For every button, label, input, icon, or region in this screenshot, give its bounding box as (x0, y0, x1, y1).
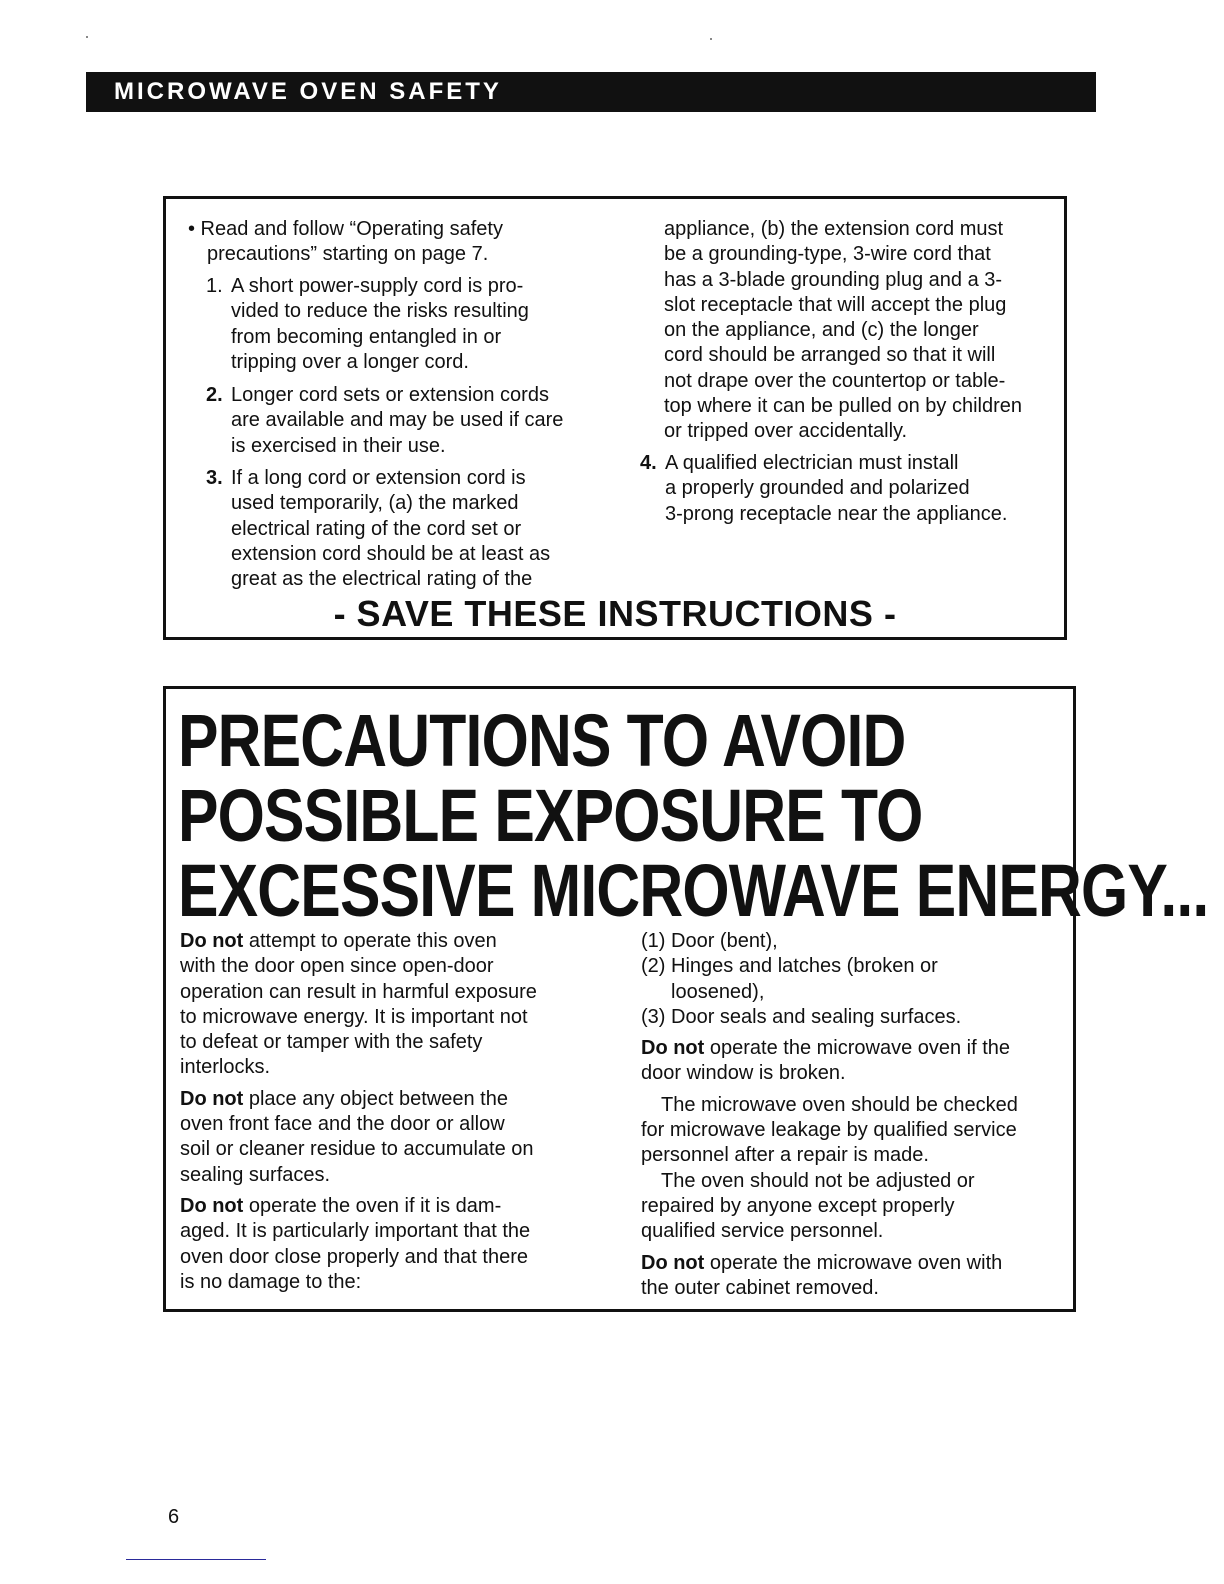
damage-list-item: (2) Hinges and latches (broken or (641, 955, 938, 978)
paragraph-line: soil or cleaner residue to accumulate on (180, 1138, 534, 1161)
scan-speck (710, 38, 712, 40)
item-line: electrical rating of the cord set or (231, 517, 522, 540)
paragraph-line: with the door open since open-door (180, 955, 494, 978)
paragraph-line: for microwave leakage by qualified service (641, 1119, 1017, 1142)
paragraph-line: attempt to operate this oven (243, 930, 497, 952)
item3-continued-line: has a 3-blade grounding plug and a 3- (664, 268, 1003, 291)
do-not-emphasis: Do not (641, 1037, 705, 1060)
item3-continued-line: not drape over the countertop or table- (664, 369, 1006, 392)
do-not-emphasis: Do not (180, 1194, 244, 1217)
precaution-paragraph (180, 1194, 600, 1295)
item-number: 4. (640, 452, 657, 474)
paragraph-line: qualified service personnel. (641, 1220, 884, 1243)
paragraph-line: oven front face and the door or allow (180, 1113, 505, 1136)
damage-list-item: loosened), (671, 980, 765, 1003)
bullet-line: precautions” starting on page 7. (207, 243, 489, 266)
item-line: used temporarily, (a) the marked (231, 492, 519, 515)
item3-continued-line: be a grounding-type, 3-wire cord that (664, 243, 991, 266)
paragraph-line: aged. It is particularly important that the (180, 1220, 531, 1243)
footer-rule (126, 1559, 266, 1560)
do-not-emphasis: Do not (641, 1251, 705, 1274)
section-title: MICROWAVE OVEN SAFETY (114, 78, 502, 105)
paragraph-line: The microwave oven should be checked (661, 1093, 1018, 1116)
heading-line: PRECAUTIONS TO AVOID (178, 699, 906, 782)
item3-continued-line: or tripped over accidentally. (664, 420, 908, 443)
bullet-line: • Read and follow “Operating safety (188, 218, 503, 240)
save-instructions-banner: - SAVE THESE INSTRUCTIONS - (333, 593, 897, 634)
item-line: extension cord should be at least as (231, 542, 551, 565)
item3-continued-line: slot receptacle that will accept the plug (664, 293, 1007, 316)
item-number: 1. (206, 275, 223, 297)
page-number: 6 (168, 1506, 180, 1528)
damage-list (641, 929, 1066, 1030)
item3-continued-line: on the appliance, and (c) the longer (664, 319, 979, 342)
scan-speck (86, 36, 88, 38)
paragraph-line: to microwave energy. It is important not (180, 1005, 528, 1028)
damage-list-item: (3) Door seals and sealing surfaces. (641, 1005, 962, 1028)
heading-line: EXCESSIVE MICROWAVE ENERGY... (178, 849, 1209, 932)
item-line: great as the electrical rating of the (231, 568, 533, 591)
paragraph-line: the outer cabinet removed. (641, 1276, 879, 1299)
precaution-paragraph (641, 1036, 1066, 1087)
item-number: 2. (206, 384, 223, 406)
item-line: a properly grounded and polarized (665, 477, 970, 500)
item-line: is exercised in their use. (231, 434, 446, 457)
item-line: are available and may be used if care (231, 409, 564, 432)
section-header-bar (86, 72, 1096, 112)
paragraph-line: operate the microwave oven with (704, 1251, 1003, 1274)
item-number: 3. (206, 467, 223, 489)
precautions-left-column (180, 929, 600, 1301)
paragraph-line: is no damage to the: (180, 1270, 362, 1293)
paragraph-line: oven door close properly and that there (180, 1245, 528, 1268)
precaution-paragraph (180, 1087, 600, 1188)
instructions-right-column (640, 217, 1060, 525)
paragraph-line: operate the oven if it is dam- (243, 1194, 502, 1217)
paragraph-line: personnel after a repair is made. (641, 1144, 929, 1167)
item-line: A qualified electrician must install (665, 452, 959, 474)
precautions-box (163, 686, 1209, 1312)
do-not-emphasis: Do not (180, 1087, 244, 1110)
item-line: A short power-supply cord is pro- (231, 275, 524, 297)
paragraph-line: operate the microwave oven if the (704, 1037, 1011, 1060)
precaution-paragraph (180, 929, 600, 1081)
item3-continued-line: appliance, (b) the extension cord must (664, 218, 1004, 240)
precaution-paragraph (641, 1169, 1066, 1245)
item3-continued-line: top where it can be pulled on by children (664, 395, 1023, 418)
precautions-right-column (641, 929, 1066, 1307)
paragraph-line: operation can result in harmful exposure (180, 980, 537, 1003)
precaution-paragraph (641, 1251, 1066, 1302)
paragraph-line: door window is broken. (641, 1062, 846, 1085)
heading-line: POSSIBLE EXPOSURE TO (178, 774, 923, 857)
grounding-instructions-box (163, 196, 1067, 640)
paragraph-line: repaired by anyone except properly (641, 1194, 955, 1217)
item-line: 3-prong receptacle near the appliance. (665, 502, 1008, 525)
item-line: tripping over a longer cord. (231, 350, 469, 373)
item-line: from becoming entangled in or (231, 325, 502, 348)
item3-continued-line: cord should be arranged so that it will (664, 344, 996, 367)
damage-list-item: (1) Door (bent), (641, 930, 778, 952)
paragraph-line: to defeat or tamper with the safety (180, 1031, 483, 1054)
paragraph-line: interlocks. (180, 1056, 271, 1079)
item-line: vided to reduce the risks resulting (231, 300, 529, 323)
do-not-emphasis: Do not (180, 930, 244, 952)
item-line: If a long cord or extension cord is (231, 467, 526, 489)
paragraph-line: place any object between the (243, 1087, 508, 1110)
instructions-left-column (188, 217, 608, 591)
precaution-paragraph (641, 1093, 1066, 1169)
item-line: Longer cord sets or extension cords (231, 384, 549, 406)
precautions-heading (178, 699, 1209, 932)
paragraph-line: sealing surfaces. (180, 1163, 331, 1186)
paragraph-line: The oven should not be adjusted or (661, 1169, 975, 1192)
